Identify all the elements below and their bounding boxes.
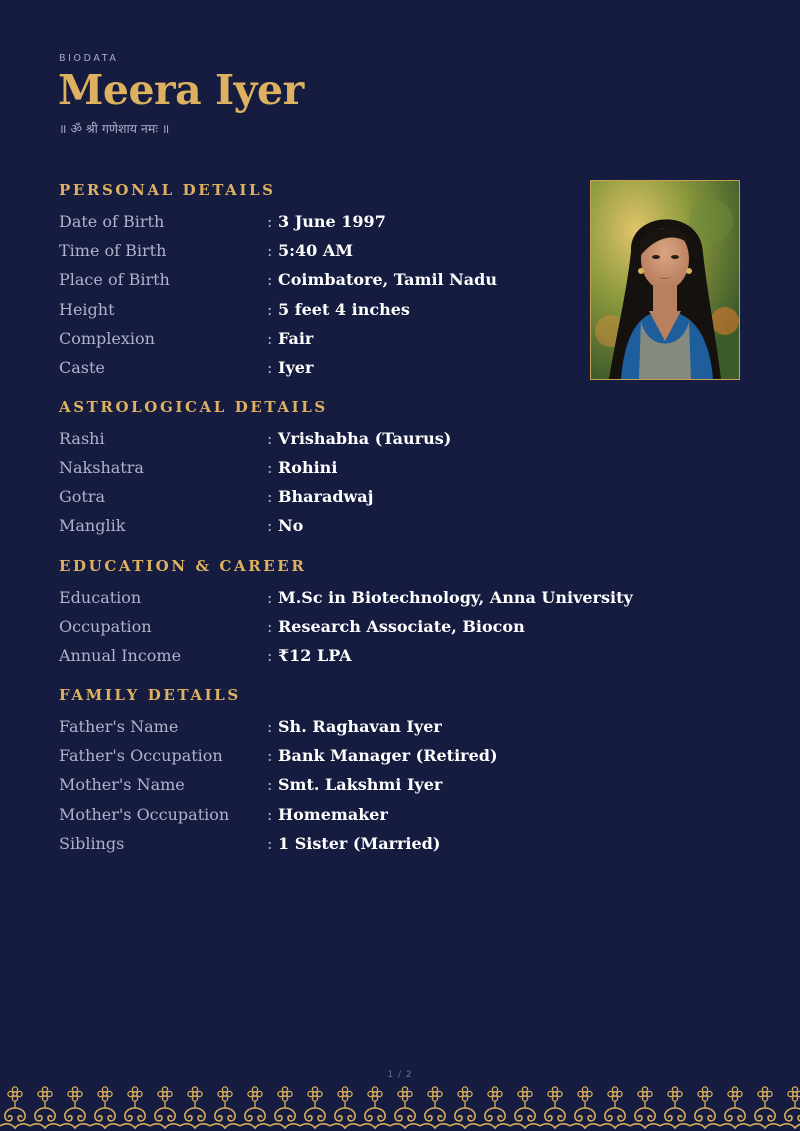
detail-separator: : bbox=[267, 775, 273, 794]
detail-value: Fair bbox=[278, 329, 314, 348]
detail-value: Sh. Raghavan Iyer bbox=[278, 717, 442, 736]
detail-row-height bbox=[59, 297, 619, 323]
border-motif bbox=[30, 1087, 60, 1128]
detail-value: ₹12 LPA bbox=[278, 646, 352, 665]
detail-value: 5 feet 4 inches bbox=[278, 300, 410, 319]
detail-separator: : bbox=[267, 516, 273, 535]
section-title-astrological: ASTROLOGICAL DETAILS bbox=[59, 398, 328, 416]
detail-value: No bbox=[278, 516, 304, 535]
section-title-education: EDUCATION & CAREER bbox=[59, 557, 307, 575]
detail-separator: : bbox=[267, 358, 273, 377]
detail-separator: : bbox=[267, 646, 273, 665]
detail-value: Homemaker bbox=[278, 805, 388, 824]
invocation-line: ॥ ॐ श्री गणेशाय नमः ॥ bbox=[59, 121, 170, 136]
detail-label: Siblings bbox=[59, 834, 125, 853]
border-motif bbox=[270, 1087, 300, 1128]
border-motif bbox=[240, 1087, 270, 1128]
detail-value: Coimbatore, Tamil Nadu bbox=[278, 270, 497, 289]
detail-label: Place of Birth bbox=[59, 270, 170, 289]
detail-value: Bharadwaj bbox=[278, 487, 374, 506]
detail-separator: : bbox=[267, 458, 273, 477]
portrait-illustration bbox=[591, 181, 739, 379]
detail-label: Height bbox=[59, 300, 115, 319]
border-motif bbox=[630, 1087, 660, 1128]
border-motif bbox=[60, 1087, 90, 1128]
border-motif bbox=[720, 1087, 750, 1128]
detail-label: Rashi bbox=[59, 429, 105, 448]
detail-row-fathers-occupation bbox=[59, 743, 619, 769]
detail-separator: : bbox=[267, 329, 273, 348]
section-title-family: FAMILY DETAILS bbox=[59, 686, 241, 704]
border-motif bbox=[180, 1087, 210, 1128]
detail-label: Father's Name bbox=[59, 717, 179, 736]
detail-label: Nakshatra bbox=[59, 458, 144, 477]
detail-label: Occupation bbox=[59, 617, 152, 636]
detail-value: 3 June 1997 bbox=[278, 212, 386, 231]
detail-separator: : bbox=[267, 487, 273, 506]
candidate-name: Meera Iyer bbox=[58, 66, 304, 114]
detail-value: Research Associate, Biocon bbox=[278, 617, 525, 636]
detail-value: 5:40 AM bbox=[278, 241, 353, 260]
decorative-border bbox=[0, 1080, 800, 1131]
detail-row-time-of-birth bbox=[59, 238, 619, 264]
border-motif bbox=[120, 1087, 150, 1128]
detail-row-gotra bbox=[59, 484, 619, 510]
border-motif bbox=[510, 1087, 540, 1128]
detail-label: Gotra bbox=[59, 487, 106, 506]
detail-row-complexion bbox=[59, 326, 619, 352]
detail-separator: : bbox=[267, 429, 273, 448]
detail-value: Vrishabha (Taurus) bbox=[278, 429, 452, 448]
detail-value: Rohini bbox=[278, 458, 338, 477]
border-motif bbox=[600, 1087, 630, 1128]
border-motif bbox=[210, 1087, 240, 1128]
detail-row-rashi bbox=[59, 426, 619, 452]
border-motif bbox=[420, 1087, 450, 1128]
detail-label: Time of Birth bbox=[59, 241, 167, 260]
detail-label: Complexion bbox=[59, 329, 155, 348]
detail-label: Mother's Occupation bbox=[59, 805, 230, 824]
border-motif bbox=[690, 1087, 720, 1128]
detail-separator: : bbox=[267, 746, 273, 765]
detail-value: Iyer bbox=[278, 358, 314, 377]
border-motif bbox=[660, 1087, 690, 1128]
detail-row-manglik bbox=[59, 513, 619, 539]
detail-row-date-of-birth bbox=[59, 209, 619, 235]
detail-row-mothers-occupation bbox=[59, 802, 619, 828]
border-motif bbox=[780, 1087, 800, 1128]
detail-label: Education bbox=[59, 588, 142, 607]
detail-row-mothers-name bbox=[59, 772, 619, 798]
border-motif bbox=[90, 1087, 120, 1128]
border-motif bbox=[390, 1087, 420, 1128]
detail-value: 1 Sister (Married) bbox=[278, 834, 441, 853]
detail-label: Manglik bbox=[59, 516, 126, 535]
detail-label: Annual Income bbox=[59, 646, 182, 665]
detail-value: M.Sc in Biotechnology, Anna University bbox=[278, 588, 633, 607]
detail-separator: : bbox=[267, 805, 273, 824]
border-motif bbox=[0, 1087, 30, 1128]
border-motif bbox=[330, 1087, 360, 1128]
border-motif bbox=[450, 1087, 480, 1128]
border-motif bbox=[300, 1087, 330, 1128]
border-motif bbox=[150, 1087, 180, 1128]
detail-row-nakshatra bbox=[59, 455, 619, 481]
detail-row-annual-income bbox=[59, 643, 619, 669]
border-motif bbox=[570, 1087, 600, 1128]
section-title-personal: PERSONAL DETAILS bbox=[59, 181, 276, 199]
detail-label: Father's Occupation bbox=[59, 746, 223, 765]
border-motif bbox=[480, 1087, 510, 1128]
detail-label: Mother's Name bbox=[59, 775, 185, 794]
detail-row-education bbox=[59, 585, 633, 611]
detail-separator: : bbox=[267, 241, 273, 260]
detail-value: Smt. Lakshmi Iyer bbox=[278, 775, 443, 794]
detail-row-occupation bbox=[59, 614, 619, 640]
detail-separator: : bbox=[267, 588, 273, 607]
detail-separator: : bbox=[267, 617, 273, 636]
detail-separator: : bbox=[267, 212, 273, 231]
profile-photo bbox=[590, 180, 740, 380]
detail-row-place-of-birth bbox=[59, 267, 619, 293]
detail-separator: : bbox=[267, 300, 273, 319]
detail-row-fathers-name bbox=[59, 714, 619, 740]
detail-value: Bank Manager (Retired) bbox=[278, 746, 498, 765]
document-overline: BIODATA bbox=[59, 53, 119, 64]
page-number: 1 / 2 bbox=[387, 1070, 413, 1080]
border-motif bbox=[750, 1087, 780, 1128]
detail-row-siblings bbox=[59, 831, 619, 857]
detail-row-caste bbox=[59, 355, 619, 381]
border-motif bbox=[360, 1087, 390, 1128]
detail-separator: : bbox=[267, 834, 273, 853]
detail-label: Date of Birth bbox=[59, 212, 165, 231]
detail-label: Caste bbox=[59, 358, 105, 377]
detail-separator: : bbox=[267, 717, 273, 736]
border-motif bbox=[540, 1087, 570, 1128]
detail-separator: : bbox=[267, 270, 273, 289]
